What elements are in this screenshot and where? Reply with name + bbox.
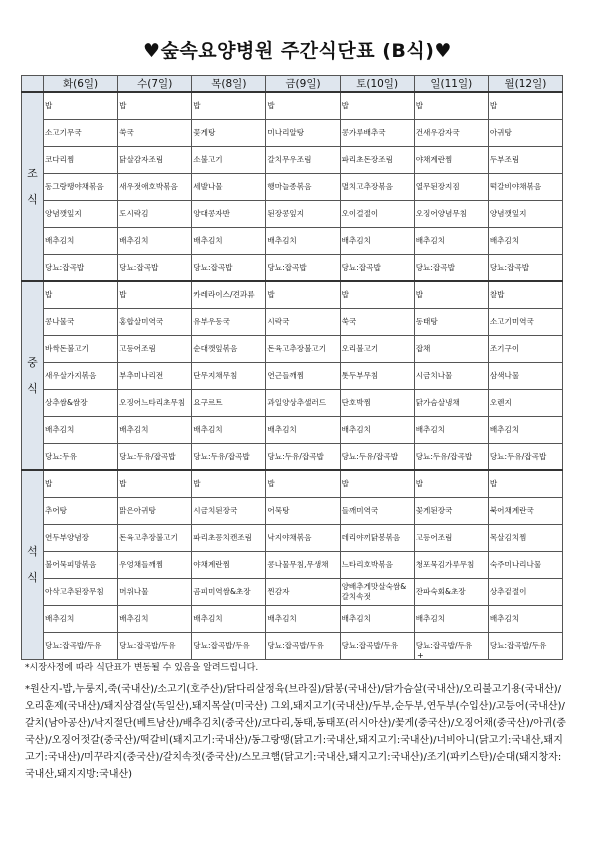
menu-cell: 유부우동국: [192, 308, 266, 335]
menu-cell: 시락국: [266, 308, 340, 335]
menu-row: [22, 227, 563, 254]
menu-cell: 밥: [192, 470, 266, 497]
menu-cell: 밥: [44, 92, 118, 119]
menu-cell: 당뇨:잡곡밥/두유: [340, 632, 414, 659]
menu-cell: 낙지야채볶음: [266, 524, 340, 551]
menu-cell: 돈육고추장불고기: [266, 335, 340, 362]
menu-cell: 밥: [414, 92, 488, 119]
menu-cell: 당뇨:잡곡밥: [44, 254, 118, 281]
menu-cell: 당뇨:잡곡밥: [118, 254, 192, 281]
meal-label-char: 식: [27, 381, 38, 395]
menu-cell: 잔파숙회&초장: [414, 578, 488, 605]
menu-cell: 꽃게탕: [192, 119, 266, 146]
menu-cell: 들깨미역국: [340, 497, 414, 524]
menu-cell: 당뇨:두유/잡곡밥: [488, 443, 562, 470]
menu-cell: 당뇨:잡곡밥: [192, 254, 266, 281]
menu-row: [22, 92, 563, 119]
day-header: 일(11일): [414, 76, 488, 93]
menu-cell: 느타리호박볶음: [340, 551, 414, 578]
menu-cell: 배추김치: [414, 416, 488, 443]
menu-cell: 아귀탕: [488, 119, 562, 146]
meal-label-char: 석: [27, 544, 38, 558]
menu-cell: 시금치나물: [414, 362, 488, 389]
menu-cell: 연근들깨찜: [266, 362, 340, 389]
menu-cell: 단호박찜: [340, 389, 414, 416]
menu-cell: 당뇨:두유/잡곡밥: [414, 443, 488, 470]
menu-row: [22, 254, 563, 281]
menu-cell: 배추김치: [44, 416, 118, 443]
day-header: 토(10일): [340, 76, 414, 93]
menu-cell: 숙주미나리나물: [488, 551, 562, 578]
menu-cell: 야채계란찜: [414, 146, 488, 173]
menu-row: [22, 389, 563, 416]
origin-info: *원산지-밥,누룽지,죽(국내산)/소고기(호주산)/닭다리살정육(브라질)/닭봉(국내산)/닭가슴살(국내산)/오리불고기용(국내산)/오리훈제(국내산)/돼지삼겹살(독일산),돼지목살(미국산) 그외,돼지고기(국내산)/두부,순두부,연두부(수입산)/고등어(국내산)/갈치(남아공산)/낙지절단(베트남산)/배추김치(중국산)/코다리,동태,동태포(러시아산)/꽃게(중국산)/오징어채(중국산)/아귀(중국산)/오징어젓갈(중국산)/떡갈비(돼지고기:국내산)/동그랑땡(닭고기:국내산,돼지고기:국내산)/너비아니(닭고기:국내산,돼지고기:국내산)/미꾸라지(중국산)/갈치속젓(중국산)/스모크햄(닭고기:국내산,돼지고기:국내산)/조기(파키스탄)/순대(돼지창자:국내산,돼지지방:국내산): [25, 684, 566, 780]
menu-cell: 밥: [340, 470, 414, 497]
meal-label-char: 조: [27, 166, 38, 180]
menu-cell: 당뇨:두유/잡곡밥: [118, 443, 192, 470]
menu-cell: 삼색나물: [488, 362, 562, 389]
menu-cell: 소고기미역국: [488, 308, 562, 335]
menu-cell: 북어채계란국: [488, 497, 562, 524]
menu-cell: 배추김치: [488, 227, 562, 254]
corner-cell: [22, 76, 44, 93]
menu-row: [22, 119, 563, 146]
page-title: ♥숲속요양병원 주간식단표 (B식)♥: [143, 40, 452, 62]
menu-cell: 배추김치: [118, 605, 192, 632]
menu-cell: 바싹돈불고기: [44, 335, 118, 362]
menu-cell: 곰피미역쌈&초장: [192, 578, 266, 605]
menu-cell: 오징어양념무침: [414, 200, 488, 227]
menu-cell: 배추김치: [192, 227, 266, 254]
menu-cell: 열무된장지짐: [414, 173, 488, 200]
menu-cell: 배추김치: [488, 605, 562, 632]
menu-cell: 밥: [44, 470, 118, 497]
day-header: 월(12일): [488, 76, 562, 93]
meal-label: [22, 281, 44, 470]
menu-cell: 세발나물: [192, 173, 266, 200]
menu-row: [22, 524, 563, 551]
menu-cell: 양념깻잎지: [44, 200, 118, 227]
menu-cell: 배추김치: [414, 605, 488, 632]
menu-cell: 배추김치: [340, 605, 414, 632]
menu-cell: 맑은아귀탕: [118, 497, 192, 524]
menu-cell: 데리야끼닭봉볶음: [340, 524, 414, 551]
menu-cell: 우엉채들깨찜: [118, 551, 192, 578]
weekly-menu-table: [21, 75, 563, 660]
menu-cell: 당뇨:잡곡밥: [266, 254, 340, 281]
menu-cell: 배추김치: [192, 416, 266, 443]
menu-cell: 단무지채무침: [192, 362, 266, 389]
menu-cell: 건새우감자국: [414, 119, 488, 146]
menu-cell: 당뇨:잡곡밥/두유: [266, 632, 340, 659]
menu-cell: 밥: [340, 281, 414, 308]
menu-cell: 콩가루배추국: [340, 119, 414, 146]
menu-row: [22, 443, 563, 470]
menu-cell: 밥: [414, 281, 488, 308]
menu-cell: 돈육고추장불고기: [118, 524, 192, 551]
menu-cell: 아삭고추된장무침: [44, 578, 118, 605]
menu-cell: 오징어느타리초무침: [118, 389, 192, 416]
menu-cell: 시금치된장국: [192, 497, 266, 524]
menu-cell: 배추김치: [192, 605, 266, 632]
menu-cell: 밥: [340, 92, 414, 119]
menu-cell: 멸치고추장볶음: [340, 173, 414, 200]
menu-cell: 야채계란찜: [192, 551, 266, 578]
menu-row: [22, 497, 563, 524]
menu-cell: 톳두부무침: [340, 362, 414, 389]
menu-cell: 불어묵피망볶음: [44, 551, 118, 578]
menu-cell: 배추김치: [488, 416, 562, 443]
tick-mark: +: [417, 651, 424, 660]
menu-cell: 당뇨:잡곡밥: [488, 254, 562, 281]
menu-cell: 꽃게된장국: [414, 497, 488, 524]
menu-cell: 양배추게맛살숙쌈&갈치속젓: [340, 578, 414, 605]
menu-row: [22, 146, 563, 173]
menu-cell: 오이걸절이: [340, 200, 414, 227]
menu-cell: 코다리찜: [44, 146, 118, 173]
menu-cell: 연두부양념장: [44, 524, 118, 551]
menu-cell: 밥: [44, 281, 118, 308]
menu-cell: 도시락김: [118, 200, 192, 227]
menu-cell: 밥: [488, 92, 562, 119]
menu-cell: 쑥국: [340, 308, 414, 335]
menu-cell: 배추김치: [266, 605, 340, 632]
menu-cell: 밥: [118, 281, 192, 308]
menu-cell: 동그랑땡야채볶음: [44, 173, 118, 200]
meal-label-char: 식: [27, 570, 38, 584]
menu-row: [22, 578, 563, 605]
menu-cell: 닭살감자조림: [118, 146, 192, 173]
menu-cell: 요구르트: [192, 389, 266, 416]
day-header: 화(6일): [44, 76, 118, 93]
menu-cell: 당뇨:두유/잡곡밥: [192, 443, 266, 470]
menu-cell: 당뇨:잡곡밥: [414, 254, 488, 281]
meal-label: [22, 470, 44, 659]
menu-cell: 새우젓애호박볶음: [118, 173, 192, 200]
notice-text: *시장사정에 따라 식단표가 변동될 수 있음을 알려드립니다.: [25, 663, 259, 673]
menu-cell: 당뇨:잡곡밥: [340, 254, 414, 281]
meal-label: [22, 92, 44, 281]
menu-cell: 밥: [266, 470, 340, 497]
menu-row: [22, 362, 563, 389]
menu-row: [22, 632, 563, 659]
menu-cell: 밥: [414, 470, 488, 497]
menu-cell: 양념깻잎지: [488, 200, 562, 227]
menu-cell: 어묵탕: [266, 497, 340, 524]
menu-cell: 배추김치: [118, 416, 192, 443]
menu-cell: 고등어조림: [118, 335, 192, 362]
menu-cell: 새우살가지볶음: [44, 362, 118, 389]
menu-cell: 홍합살미역국: [118, 308, 192, 335]
menu-cell: 배추김치: [118, 227, 192, 254]
meal-label-char: 중: [27, 355, 38, 369]
menu-cell: 과일양상추샐러드: [266, 389, 340, 416]
menu-cell: 밥: [118, 470, 192, 497]
menu-cell: 당뇨:잡곡밥/두유: [44, 632, 118, 659]
menu-cell: 소고기무국: [44, 119, 118, 146]
menu-cell: 된장콩잎지: [266, 200, 340, 227]
menu-cell: 배추김치: [44, 605, 118, 632]
menu-cell: 밥: [192, 92, 266, 119]
menu-cell: 파리초꽁치캔조림: [192, 524, 266, 551]
menu-body: [22, 92, 563, 659]
menu-cell: 상추쌈&쌈장: [44, 389, 118, 416]
menu-cell: 당뇨:두유: [44, 443, 118, 470]
menu-cell: 고등어조림: [414, 524, 488, 551]
day-header-row: [22, 76, 563, 93]
menu-cell: 잡채: [414, 335, 488, 362]
menu-cell: 두부조림: [488, 146, 562, 173]
menu-cell: 닭가슴살냉채: [414, 389, 488, 416]
menu-row: [22, 281, 563, 308]
menu-cell: 배추김치: [44, 227, 118, 254]
menu-cell: 순대깻잎볶음: [192, 335, 266, 362]
menu-row: [22, 551, 563, 578]
menu-cell: 쑥국: [118, 119, 192, 146]
menu-cell: 밥: [488, 470, 562, 497]
menu-cell: 밥: [266, 92, 340, 119]
menu-row: [22, 416, 563, 443]
day-header: 금(9일): [266, 76, 340, 93]
menu-cell: 당뇨:잡곡밥/두유: [192, 632, 266, 659]
menu-cell: 밥: [266, 281, 340, 308]
menu-cell: 배추김치: [340, 227, 414, 254]
day-header: 목(8일): [192, 76, 266, 93]
menu-cell: 갈치무우조림: [266, 146, 340, 173]
menu-cell: 배추김치: [340, 416, 414, 443]
menu-cell: 행마늘종볶음: [266, 173, 340, 200]
menu-cell: 당뇨:잡곡밥/두유: [414, 632, 488, 659]
menu-cell: 양대콩자반: [192, 200, 266, 227]
menu-cell: 찐감자: [266, 578, 340, 605]
menu-cell: 배추김치: [266, 227, 340, 254]
menu-cell: 당뇨:두유/잡곡밥: [266, 443, 340, 470]
menu-cell: 미나리알탕: [266, 119, 340, 146]
menu-cell: 목살김치찜: [488, 524, 562, 551]
menu-cell: 카레라이스/견과류: [192, 281, 266, 308]
menu-row: [22, 200, 563, 227]
menu-row: [22, 173, 563, 200]
menu-cell: 밥: [118, 92, 192, 119]
menu-cell: 머위나물: [118, 578, 192, 605]
menu-cell: 떡갈비야채볶음: [488, 173, 562, 200]
menu-cell: 오리불고기: [340, 335, 414, 362]
menu-cell: 당뇨:잡곡밥/두유: [488, 632, 562, 659]
menu-row: [22, 335, 563, 362]
menu-cell: 콩나물무침,무생채: [266, 551, 340, 578]
menu-row: [22, 605, 563, 632]
menu-cell: 배추김치: [414, 227, 488, 254]
menu-cell: 찰밥: [488, 281, 562, 308]
menu-cell: 조기구이: [488, 335, 562, 362]
menu-row: [22, 470, 563, 497]
menu-cell: 콩나물국: [44, 308, 118, 335]
menu-cell: 부추미나리전: [118, 362, 192, 389]
menu-cell: 배추김치: [266, 416, 340, 443]
menu-cell: 파리초돈장조림: [340, 146, 414, 173]
menu-cell: 오렌지: [488, 389, 562, 416]
meal-label-char: 식: [27, 192, 38, 206]
menu-cell: 소불고기: [192, 146, 266, 173]
menu-cell: 상추겉절이: [488, 578, 562, 605]
day-header: 수(7일): [118, 76, 192, 93]
menu-cell: 당뇨:잡곡밥/두유: [118, 632, 192, 659]
menu-cell: 동태탕: [414, 308, 488, 335]
menu-row: [22, 308, 563, 335]
menu-cell: 청포묵김가루무침: [414, 551, 488, 578]
menu-cell: 추어탕: [44, 497, 118, 524]
menu-cell: 당뇨:두유/잡곡밥: [340, 443, 414, 470]
